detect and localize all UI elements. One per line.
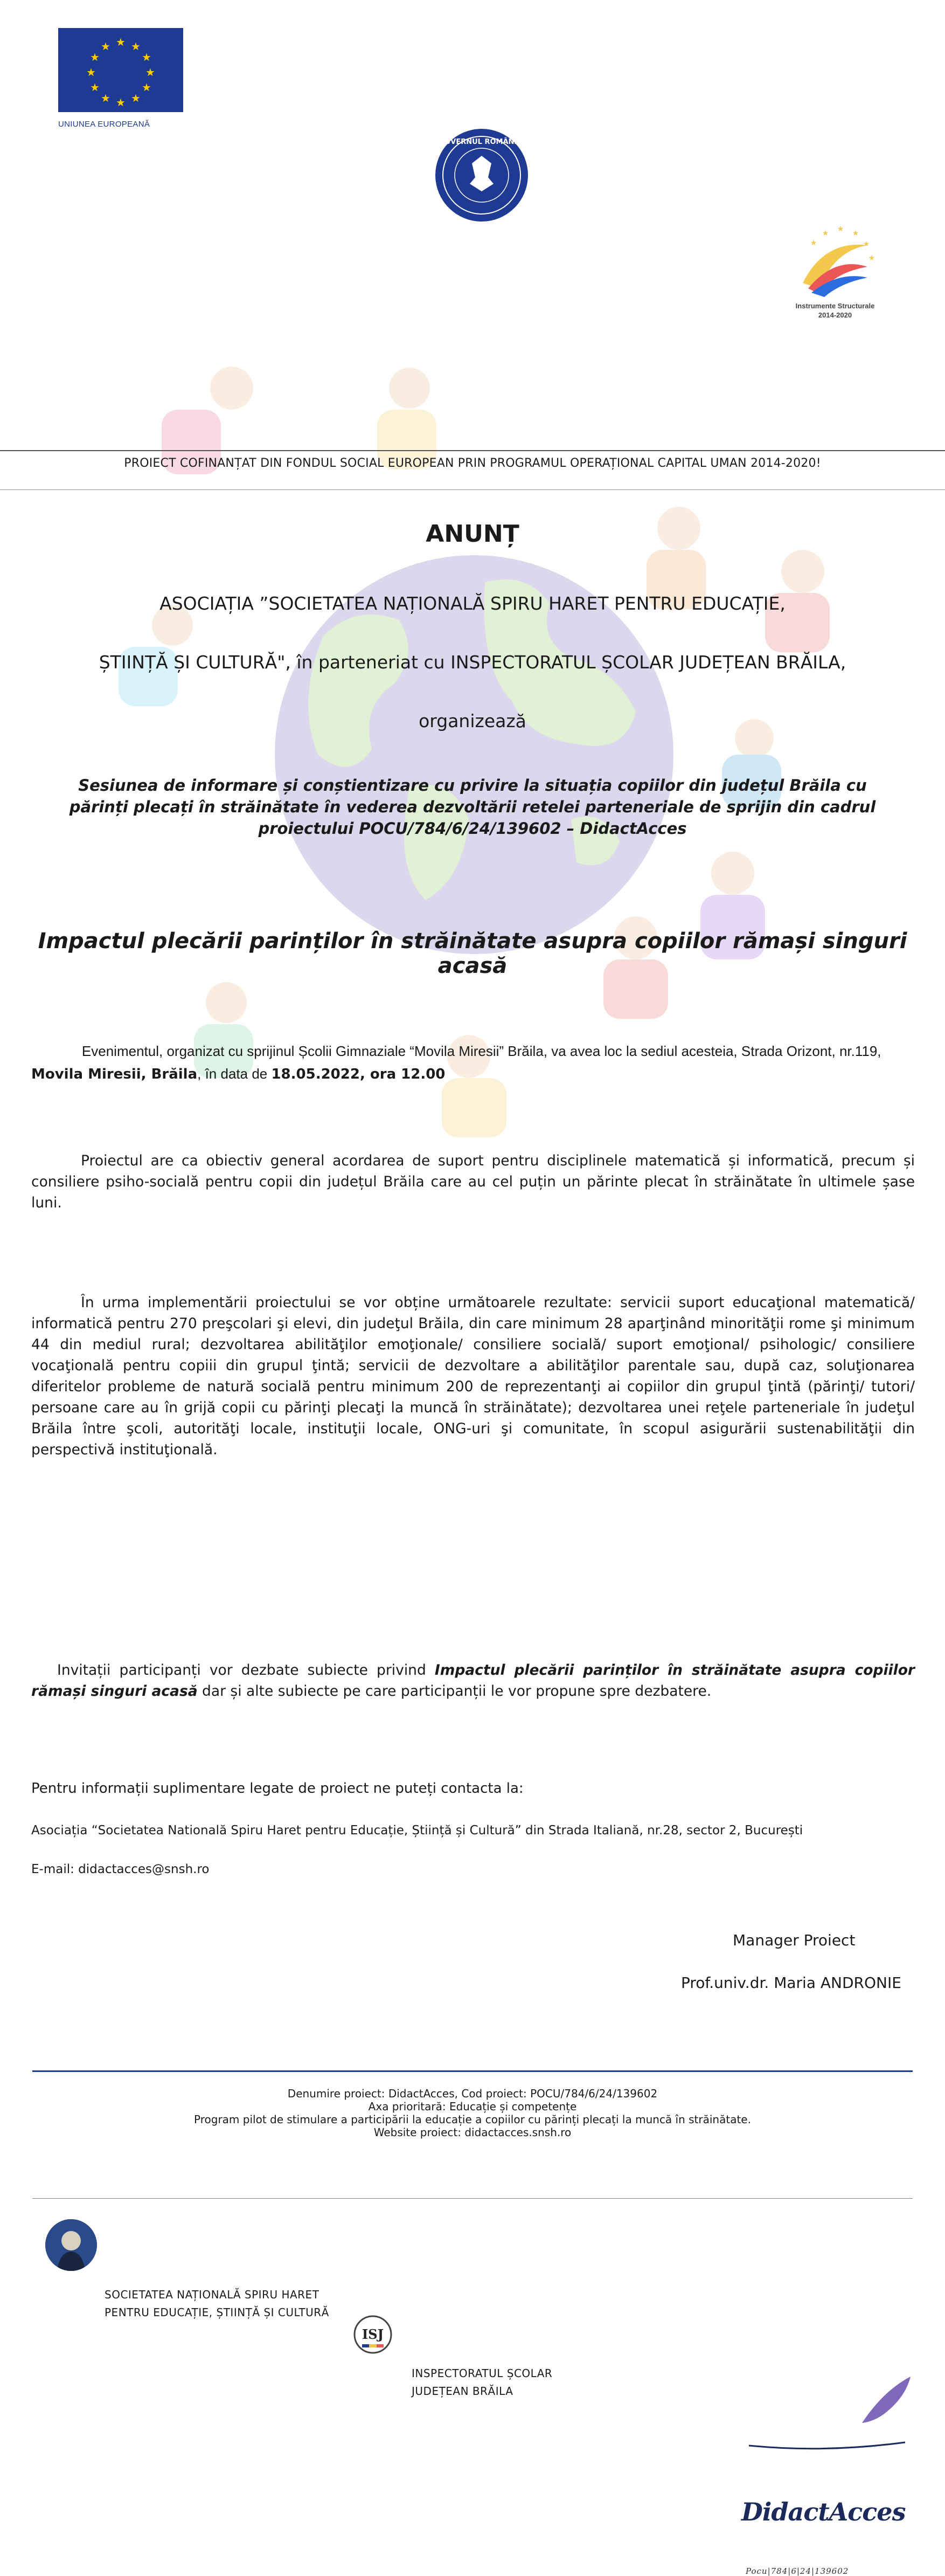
invitation-theme: Impactul plecării parinților în străinătate asupra copiilor rămași singuri acasă bbox=[31, 1662, 915, 1700]
isj-mark: ISJ bbox=[362, 2326, 384, 2342]
svg-text:★: ★ bbox=[142, 81, 151, 94]
event-theme-title: Impactul plecării parinților în străinătate asupra copiilor rămași singuri acasă bbox=[38, 929, 907, 978]
didactacces-wordmark: DidactAcces bbox=[741, 2497, 906, 2526]
svg-text:★: ★ bbox=[142, 51, 151, 64]
svg-text:★: ★ bbox=[837, 225, 844, 233]
event-datetime: 18.05.2022, ora 12.00 bbox=[271, 1066, 446, 1082]
organizer-line-1: ASOCIAȚIA ”SOCIETATEA NAȚIONALĂ SPIRU HARET PENTRU EDUCAȚIE, bbox=[159, 593, 786, 614]
svg-text:★: ★ bbox=[90, 51, 100, 64]
isj-braila-logo-icon bbox=[351, 2313, 394, 2356]
structural-instruments-icon bbox=[792, 224, 878, 299]
invitation-paragraph bbox=[31, 1660, 915, 1702]
svg-text:★: ★ bbox=[86, 66, 96, 79]
eu-logo bbox=[58, 28, 184, 129]
svg-text:★: ★ bbox=[101, 92, 110, 105]
divider bbox=[0, 450, 945, 451]
cofinancing-banner: PROIECT COFINANȚAT DIN FONDUL SOCIAL EUROPEAN PRIN PROGRAMUL OPERAȚIONAL CAPITAL UMAN 2014-2020! bbox=[124, 457, 821, 470]
organizer-line-2: ȘTIINȚĂ ȘI CULTURĂ", în parteneriat cu INSPECTORATUL ȘCOLAR JUDEȚEAN BRĂILA, bbox=[99, 652, 846, 673]
signature-name: Prof.univ.dr. Maria ANDRONIE bbox=[681, 1974, 901, 1992]
invitation-text-2: dar și alte subiecte pe care participanții le vor propune spre dezbatere. bbox=[197, 1683, 712, 1700]
svg-text:★: ★ bbox=[810, 239, 817, 247]
is-caption-line1: Instrumente Structurale bbox=[795, 302, 875, 310]
divider bbox=[0, 489, 945, 490]
snsh-line-1: SOCIETATEA NAȚIONALĂ SPIRU HARET bbox=[105, 2288, 319, 2301]
contact-email: E-mail: didactacces@snsh.ro bbox=[31, 1862, 210, 1876]
quill-icon bbox=[733, 2374, 914, 2461]
contact-address: Asociația “Societatea Natională Spiru Haret pentru Educație, Știință și Cultură” din Strada Italiană, nr.28, sector 2, București bbox=[31, 1824, 803, 1838]
snsh-name bbox=[105, 2286, 945, 2322]
structural-instruments-logo bbox=[776, 224, 894, 320]
footer-divider bbox=[32, 2070, 913, 2072]
invitation-text-1: Invitații participanți vor dezbate subiecte privind bbox=[57, 1662, 435, 1679]
snsh-line-2: PENTRU EDUCAȚIE, ȘTIINȚĂ ȘI CULTURĂ bbox=[105, 2306, 329, 2319]
didactacces-code: Pocu|784|6|24|139602 bbox=[746, 2566, 849, 2576]
gov-seal-text: GUVERNUL ROMÂNIEI bbox=[439, 138, 524, 146]
event-text-2: , în data de bbox=[197, 1066, 272, 1082]
isj-line-1: INSPECTORATUL ȘCOLAR bbox=[412, 2367, 553, 2380]
footer-line-3: Program pilot de stimulare a participării la educație a copiilor cu părinți plecați la muncă în străinătate. bbox=[194, 2113, 751, 2126]
romanian-government-seal bbox=[434, 128, 529, 223]
eu-caption: UNIUNEA EUROPEANĂ bbox=[58, 120, 150, 129]
announcement-title: ANUNȚ bbox=[426, 520, 519, 548]
results-paragraph: În urma implementării proiectului se vor obține următoarele rezultate: servicii suport educaţional matematică/ informatică pentru 270 preşcolari şi elevi, din judeţul Brăila, din care minimum 28 aparţinând minorităţii rome şi minimum 44 din mediul rural; dezvoltarea abilităţilor emoţionale/ consiliere socială/ suport emoţional/ psihologic/ consiliere vocaţională pentru copiii din grupul ţintă; servicii de dezvoltare a abilităţilor parentale sau, după caz, soluţionarea diferitelor probleme de natură socială pentru minimum 200 de reprezentanţi ai copiilor din grupul ţintă (părinţi/ tutori/ persoane care au în grijă copii cu părinţi plecaţi la muncă în străinătate); dezvoltarea unei reţele parteneriale în judeţul Brăila între şcoli, autorităţi locale, instituţii locale, ONG-uri şi comunitate, în scopul asigurării sustenabilităţii din perspectivă instituţională. bbox=[31, 1294, 915, 1458]
objective-paragraph: Proiectul are ca obiectiv general acordarea de suport pentru disciplinele matematică și informatică, precum și consiliere psiho-socială pentru copii din județul Brăila care au cel puțin un părinte plecat în străinătate în ultimele șase luni. bbox=[31, 1152, 915, 1211]
signature-role: Manager Proiect bbox=[733, 1931, 856, 1949]
event-place: Movila Miresii, Brăila bbox=[31, 1066, 198, 1082]
svg-text:★: ★ bbox=[868, 254, 875, 263]
svg-text:★: ★ bbox=[863, 240, 870, 248]
footer-divider bbox=[32, 2198, 913, 2199]
svg-text:★: ★ bbox=[116, 36, 126, 49]
spiru-haret-portrait-icon bbox=[45, 2219, 97, 2271]
footer-line-1: Denumire proiect: DidactAcces, Cod proiect: POCU/784/6/24/139602 bbox=[287, 2087, 658, 2100]
session-description: Sesiunea de informare și conștientizare cu privire la situația copiilor din județul Brăila cu părinți plecați în străinătate în vederea dezvoltării retelei parteneriale de sprijin din cadrul proiectului POCU/784/6/24/139602 – DidactAcces bbox=[69, 776, 876, 838]
organizer-line-3: organizează bbox=[419, 710, 526, 731]
svg-text:★: ★ bbox=[145, 66, 155, 79]
isj-line-2: JUDEȚEAN BRĂILA bbox=[412, 2385, 513, 2398]
svg-text:★: ★ bbox=[90, 81, 100, 94]
event-text-1: Evenimentul, organizat cu sprijinul Școlii Gimnaziale “Movila Miresii” Brăila, va avea loc la sediul acesteia, Strada Orizont, nr.119, bbox=[81, 1043, 881, 1059]
svg-text:★: ★ bbox=[852, 229, 859, 238]
footer-line-2: Axa prioritară: Educație și competențe bbox=[368, 2100, 577, 2113]
svg-text:★: ★ bbox=[101, 40, 110, 53]
footer-project-info bbox=[0, 2087, 945, 2139]
contact-intro: Pentru informații suplimentare legate de proiect ne puteți contacta la: bbox=[31, 1780, 524, 1797]
svg-text:★: ★ bbox=[131, 40, 141, 53]
event-details bbox=[31, 1040, 915, 1086]
svg-text:★: ★ bbox=[116, 96, 126, 109]
svg-text:★: ★ bbox=[822, 229, 829, 238]
svg-text:★: ★ bbox=[131, 92, 141, 105]
footer-line-4: Website proiect: didactacces.snsh.ro bbox=[373, 2126, 572, 2139]
is-caption-line2: 2014-2020 bbox=[818, 311, 852, 319]
eu-flag-icon bbox=[58, 28, 183, 112]
